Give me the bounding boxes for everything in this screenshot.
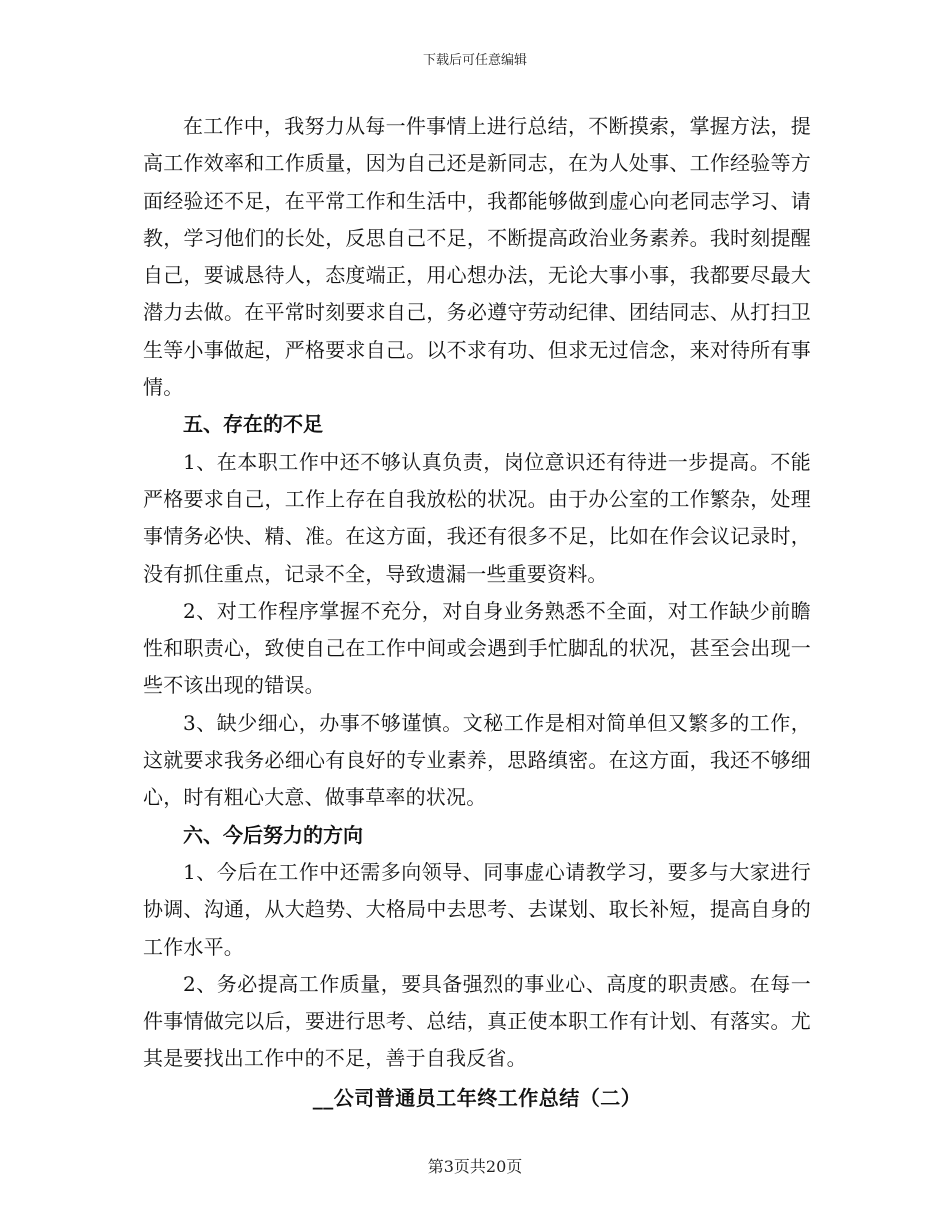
section-heading-future-direction: 六、今后努力的方向 <box>183 822 363 847</box>
page-footer <box>0 1156 950 1178</box>
future-item-1: 1、今后在工作中还需多向领导、同事虚心请教学习，要多与大家进行协调、沟通，从大趋势、大格局中去思考、去谋划、取长补短，提高自身的工作水平。 <box>143 859 811 959</box>
page-header <box>0 52 950 70</box>
intro-paragraph: 在工作中，我努力从每一件事情上进行总结，不断摸索，掌握方法，提高工作效率和工作质量，因为自己还是新同志，在为人处事、工作经验等方面经验还不足，在平常工作和生活中，我都能够做到虚心向老同志学习、请教，学习他们的长处，反思自己不足，不断提高政治业务素养。我时刻提醒自己，要诚恳待人，态度端正，用心想办法，无论大事小事，我都要尽最大潜力去做。在平常时刻要求自己，务必遵守劳动纪律、团结同志、从打扫卫生等小事做起，严格要求自己。以不求有功、但求无过信念，来对待所有事情。 <box>143 114 811 400</box>
shortcoming-item-2: 2、对工作程序掌握不充分，对自身业务熟悉不全面，对工作缺少前瞻性和职责心，致使自己在工作中间或会遇到手忙脚乱的状况，甚至会出现一些不该出现的错误。 <box>143 598 811 698</box>
section-heading-shortcomings: 五、存在的不足 <box>183 412 323 437</box>
page-number: 第3页共20页 <box>427 1157 523 1176</box>
shortcoming-item-1: 1、在本职工作中还不够认真负责，岗位意识还有待进一步提高。不能严格要求自己，工作上存在自我放松的状况。由于办公室的工作繁杂，处理事情务必快、精、准。在这方面，我还有很多不足，比如在作会议记录时，没有抓住重点，记录不全，导致遗漏一些重要资料。 <box>143 449 811 586</box>
shortcoming-item-3: 3、缺少细心，办事不够谨慎。文秘工作是相对简单但又繁多的工作，这就要求我务必细心有良好的专业素养，思路缜密。在这方面，我还不够细心，时有粗心大意、做事草率的状况。 <box>143 710 811 810</box>
future-item-2: 2、务必提高工作质量，要具备强烈的事业心、高度的职责感。在每一件事情做完以后，要进行思考、总结，真正使本职工作有计划、有落实。尤其是要找出工作中的不足，善于自我反省。 <box>143 971 811 1071</box>
header-text: 下载后可任意编辑 <box>422 53 527 68</box>
next-document-title: __公司普通员工年终工作总结（二） <box>312 1085 642 1110</box>
document-body <box>143 108 811 1117</box>
